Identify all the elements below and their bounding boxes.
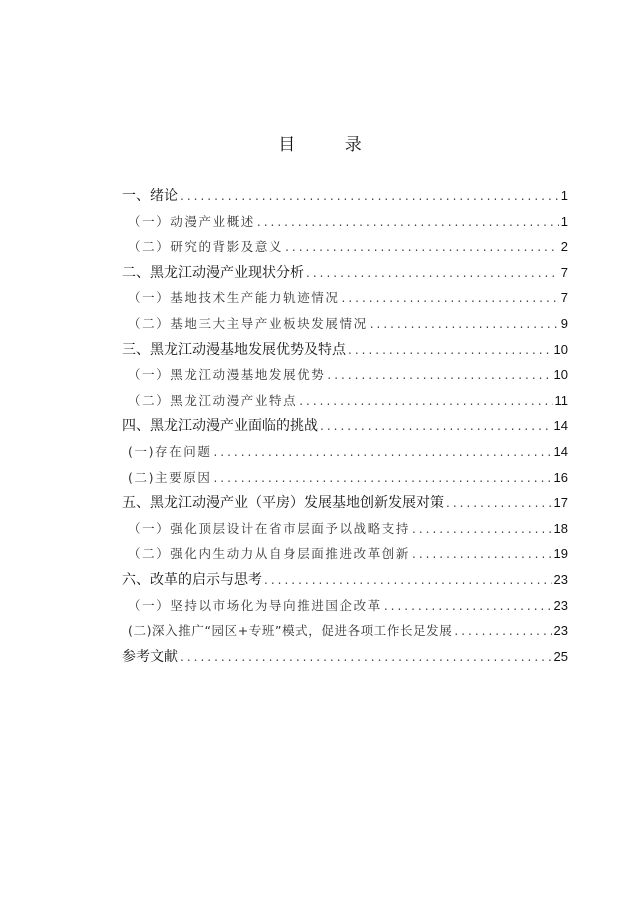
toc-entry-label: 四、黑龙江动漫产业面临的挑战 [122,418,318,435]
toc-entry[interactable] [122,413,568,439]
toc-entry-label: (二)主要原因 [128,469,212,485]
toc-page-number: 18 [553,520,568,536]
toc-entry[interactable] [122,439,568,465]
dot-leader [412,517,552,543]
toc-entry-label: 参考文献 [122,648,178,665]
toc-entry-label: 五、黑龙江动漫产业（平房）发展基地创新发展对策 [122,495,444,512]
dot-leader [285,235,559,261]
toc-page-number: 14 [553,418,568,434]
dot-leader [370,312,559,338]
toc-entry-label: （二）研究的背影及意义 [128,239,284,255]
toc-page-number: 9 [560,315,568,331]
toc-entry-label: (二)深入推广“园区+专班”模式，促进各项工作长足发展 [128,623,453,639]
toc-page-number: 7 [560,264,568,280]
dot-leader [320,414,552,440]
toc-entry[interactable] [122,362,568,388]
toc-entry-label: 二、黑龙江动漫产业现状分析 [122,264,304,281]
toc-entry-label: （二）黑龙江动漫产业特点 [128,392,298,408]
toc-page-number: 14 [553,443,568,459]
dot-leader [454,619,551,645]
toc-page-number: 17 [553,495,568,511]
table-of-contents [122,183,568,669]
toc-entry-label: 三、黑龙江动漫基地发展优势及特点 [122,341,346,358]
dot-leader [213,466,551,492]
toc-entry-label: （一）坚持以市场化为导向推进国企改革 [128,597,382,613]
toc-entry[interactable] [122,260,568,286]
toc-page-number: 11 [554,392,568,408]
dot-leader [412,542,552,568]
dot-leader [384,594,552,620]
toc-entry[interactable] [122,465,568,491]
toc-entry-label: 六、改革的启示与思考 [122,571,262,588]
toc-entry-label: （二）基地三大主导产业板块发展情况 [128,315,368,331]
toc-page-number: 1 [560,213,568,229]
toc-page-number: 10 [553,367,568,383]
dot-leader [213,440,551,466]
toc-entry[interactable] [122,541,568,567]
dot-leader [299,389,552,415]
toc-entry[interactable] [122,567,568,593]
toc-entry[interactable] [122,516,568,542]
toc-page-number: 16 [553,469,568,485]
toc-entry[interactable] [122,183,568,209]
toc-page-number: 2 [560,239,568,255]
toc-entry-label: 一、绪论 [122,188,178,204]
dot-leader [348,338,552,364]
toc-title: 目 录 [278,135,384,155]
toc-entry-label: （二）强化内生动力从自身层面推进改革创新 [128,546,411,562]
toc-entry[interactable] [122,644,568,670]
toc-page-number: 1 [560,188,568,203]
dot-leader [306,261,559,287]
toc-page-number: 23 [553,623,568,639]
toc-entry-label: （一）黑龙江动漫基地发展优势 [128,367,326,383]
toc-entry[interactable] [122,209,568,235]
toc-entry[interactable] [122,285,568,311]
dot-leader [257,210,559,236]
toc-entry[interactable] [122,337,568,363]
toc-page-number: 19 [553,546,568,562]
toc-page-number: 23 [553,571,568,587]
toc-page-number: 7 [560,290,568,306]
toc-entry-label: （一）强化顶层设计在省市层面予以战略支持 [128,520,411,536]
dot-leader [180,645,552,671]
toc-entry-label: (一)存在问题 [128,443,212,459]
toc-entry[interactable] [122,490,568,516]
toc-entry[interactable] [122,593,568,619]
toc-entry[interactable] [122,311,568,337]
toc-page-number: 23 [553,597,568,613]
toc-page-number: 10 [553,341,568,357]
toc-entry-label: （一）基地技术生产能力轨迹情况 [128,290,340,306]
toc-entry[interactable] [122,388,568,414]
dot-leader [180,184,559,210]
toc-page-number: 25 [553,648,568,664]
toc-entry[interactable] [122,618,568,644]
toc-entry-label: （一）动漫产业概述 [128,213,255,229]
toc-entry[interactable] [122,234,568,260]
dot-leader [446,491,552,517]
dot-leader [264,568,552,594]
dot-leader [342,286,559,312]
dot-leader [327,363,551,389]
